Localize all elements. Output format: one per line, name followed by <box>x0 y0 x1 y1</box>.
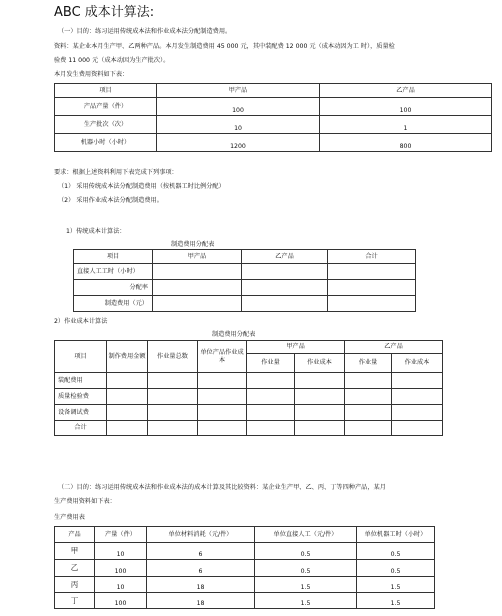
product-name: 乙 <box>55 560 95 577</box>
blank-cell <box>107 389 148 405</box>
header-product-b: 乙产品 <box>320 84 492 98</box>
product-name: 丁 <box>55 593 95 609</box>
blank-cell <box>328 296 416 312</box>
row-label: 合计 <box>55 421 107 436</box>
part2-line2: 生产费用资料如下表： <box>54 498 116 505</box>
blank-cell <box>392 389 443 405</box>
requirement-2: （2） 采用作业成本法分配制造费用。 <box>58 197 163 204</box>
blank-cell <box>247 373 295 389</box>
blank-cell <box>295 421 345 436</box>
product-name: 丙 <box>55 577 95 593</box>
cell-value: 1.5 <box>357 577 435 593</box>
blank-cell <box>148 421 198 436</box>
abc-allocation-table <box>54 340 443 436</box>
header-activity-cost: 作业成本 <box>392 354 443 373</box>
header-total: 合计 <box>328 250 416 264</box>
blank-cell <box>392 421 443 436</box>
row-label: 直接人工工时（小时） <box>74 264 153 280</box>
header-item: 项目 <box>74 250 153 264</box>
blank-cell <box>198 405 247 421</box>
cell-value: 1 <box>320 116 492 134</box>
header-quantity: 产量（件） <box>95 527 147 543</box>
row-label: 生产批次（次） <box>55 116 157 134</box>
part1-purpose: （一）目的：练习运用传统成本法和作业成本法分配制造费用。 <box>58 28 232 35</box>
blank-cell <box>198 389 247 405</box>
header-item: 项目 <box>55 341 107 373</box>
blank-cell <box>153 280 242 296</box>
row-label: 分配率 <box>74 280 153 296</box>
header-product-b: 乙产品 <box>345 341 443 354</box>
header-activity-cost: 作业成本 <box>295 354 345 373</box>
cell-value: 10 <box>95 543 147 560</box>
blank-cell <box>107 421 148 436</box>
header-material: 单位材料消耗（元/件） <box>147 527 255 543</box>
blank-cell <box>345 405 392 421</box>
header-cost-amount: 制作费用金额 <box>107 341 148 373</box>
cell-value: 1.5 <box>255 577 357 593</box>
cell-value: 100 <box>157 98 320 116</box>
section-abc: 2）作业成本计算法 <box>54 318 108 325</box>
traditional-allocation-table <box>73 249 416 312</box>
part1-data-line3: 本月发生费用资料如下表： <box>54 71 129 78</box>
blank-cell <box>198 373 247 389</box>
blank-cell <box>247 421 295 436</box>
section-traditional: 1）传统成本计算法： <box>66 228 126 235</box>
blank-cell <box>345 421 392 436</box>
table3-caption: 制造费用分配表 <box>212 331 256 338</box>
part1-data-line1: 资料：某企业本月生产甲、乙两种产品。本月发生制造费用 45 000 元，其中装配费 12 000 元（成本动因为工 时），质量检 <box>54 43 395 50</box>
cell-value: 1.5 <box>255 593 357 609</box>
header-product-b: 乙产品 <box>242 250 328 264</box>
blank-cell <box>247 405 295 421</box>
cell-value: 18 <box>147 593 255 609</box>
header-product-a: 甲产品 <box>247 341 345 354</box>
production-cost-table <box>54 526 435 609</box>
blank-cell <box>392 373 443 389</box>
header-unit-activity-cost: 单位产品作业成本 <box>198 341 247 373</box>
header-item: 项目 <box>55 84 157 98</box>
blank-cell <box>153 264 242 280</box>
row-label: 装配费用 <box>55 373 107 389</box>
cell-value: 0.5 <box>255 543 357 560</box>
cell-value: 0.5 <box>357 560 435 577</box>
blank-cell <box>392 405 443 421</box>
header-machine-hours: 单位机器工时（小时） <box>357 527 435 543</box>
cell-value: 6 <box>147 560 255 577</box>
blank-cell <box>328 264 416 280</box>
blank-cell <box>107 405 148 421</box>
part2-caption: 生产费用表 <box>54 514 85 521</box>
cell-value: 10 <box>157 116 320 134</box>
header-labor: 单位直接人工（元/件） <box>255 527 357 543</box>
cell-value: 100 <box>95 560 147 577</box>
blank-cell <box>242 296 328 312</box>
blank-cell <box>295 389 345 405</box>
blank-cell <box>107 373 148 389</box>
cell-value: 1200 <box>157 134 320 152</box>
row-label: 制造费用（元） <box>74 296 153 312</box>
table2-caption: 制造费用分配表 <box>171 241 215 248</box>
cell-value: 100 <box>95 593 147 609</box>
header-activity-qty: 作业量 <box>247 354 295 373</box>
page-title: ABC 成本计算法: <box>54 5 155 20</box>
cell-value: 18 <box>147 577 255 593</box>
row-label: 质量检验费 <box>55 389 107 405</box>
part1-data-line2: 验费 11 000 元（成本动因为生产批次）。 <box>54 57 170 64</box>
requirement-1: （1） 采用传统成本法分配制造费用（按机器工时比例分配） <box>58 183 225 190</box>
header-product: 产品 <box>55 527 95 543</box>
product-name: 甲 <box>55 543 95 560</box>
blank-cell <box>242 264 328 280</box>
blank-cell <box>148 405 198 421</box>
row-label: 产品产量（件） <box>55 98 157 116</box>
blank-cell <box>295 373 345 389</box>
header-total-activity: 作业量总数 <box>148 341 198 373</box>
header-product-a: 甲产品 <box>153 250 242 264</box>
blank-cell <box>328 280 416 296</box>
requirement-text: 要求：根据上述资料利用下表完成下列事项： <box>54 169 178 176</box>
blank-cell <box>295 405 345 421</box>
row-label: 设备调试费 <box>55 405 107 421</box>
cell-value: 100 <box>320 98 492 116</box>
blank-cell <box>148 373 198 389</box>
part2-purpose: （二）目的：练习运用传统成本法和作业成本法的成本计算及其比较资料：某企业生产甲、乙、丙、丁等四种产品，某月 <box>58 484 386 491</box>
header-product-a: 甲产品 <box>157 84 320 98</box>
cell-value: 1.5 <box>357 593 435 609</box>
row-label: 机器小时（小时） <box>55 134 157 152</box>
blank-cell <box>345 373 392 389</box>
cell-value: 0.5 <box>357 543 435 560</box>
cell-value: 6 <box>147 543 255 560</box>
cost-data-table <box>54 83 492 152</box>
cell-value: 10 <box>95 577 147 593</box>
blank-cell <box>198 421 247 436</box>
cell-value: 0.5 <box>255 560 357 577</box>
blank-cell <box>247 389 295 405</box>
cell-value: 800 <box>320 134 492 152</box>
blank-cell <box>153 296 242 312</box>
blank-cell <box>242 280 328 296</box>
blank-cell <box>148 389 198 405</box>
blank-cell <box>345 389 392 405</box>
header-activity-qty: 作业量 <box>345 354 392 373</box>
